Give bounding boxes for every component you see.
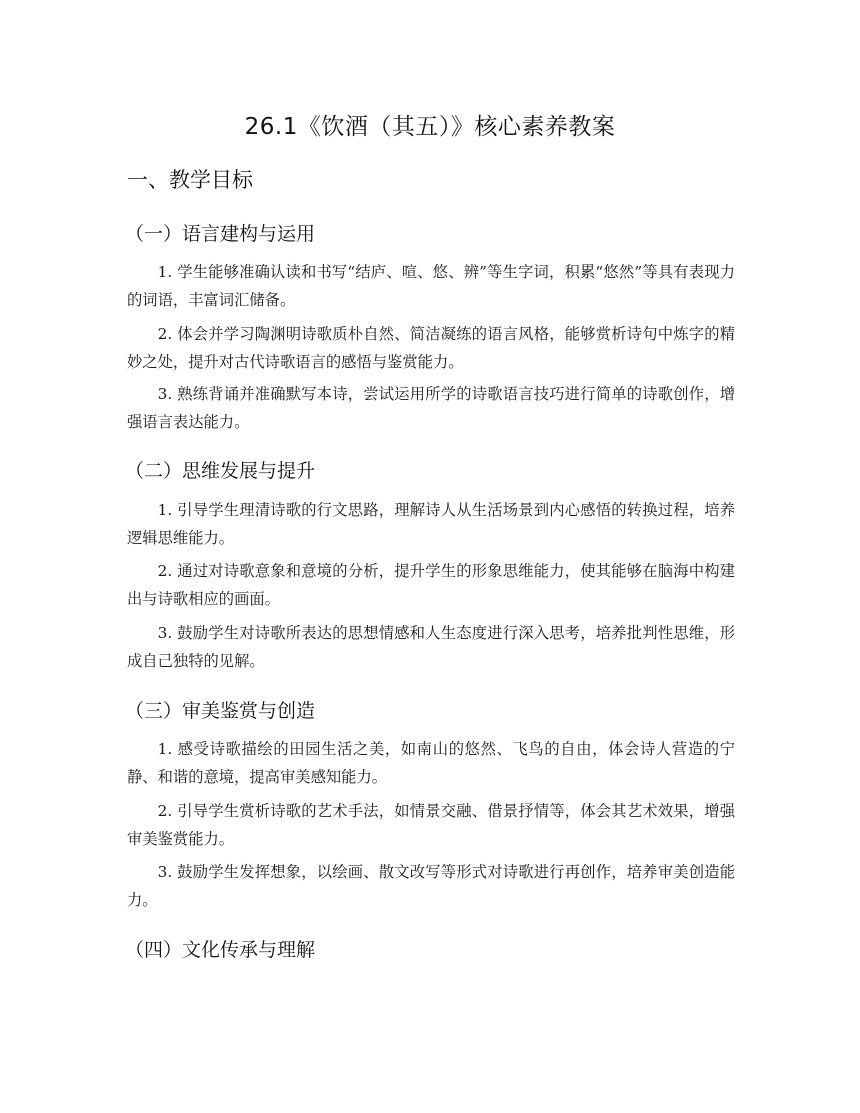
subsection-heading-aesthetics: （三）审美鉴赏与创造 <box>125 700 316 722</box>
section-heading-teaching-goals: 一、教学目标 <box>127 168 253 192</box>
subsection-heading-language: （一）语言建构与运用 <box>125 223 316 245</box>
paragraph: 3. 鼓励学生发挥想象，以绘画、散文改写等形式对诗歌进行再创作，培养审美创造能力。 <box>127 863 735 909</box>
subsection-heading-culture: （四）文化传承与理解 <box>125 939 316 961</box>
paragraph: 1. 感受诗歌描绘的田园生活之美，如南山的悠然、飞鸟的自由，体会诗人营造的宁静、和谐的意境，提高审美感知能力。 <box>127 740 735 786</box>
document-title: 26.1《饮酒（其五）》核心素养教案 <box>244 114 616 140</box>
subsection-heading-thinking: （二）思维发展与提升 <box>125 460 316 482</box>
paragraph: 1. 学生能够准确认读和书写“结庐、喧、悠、辨”等生字词，积累“悠然”等具有表现力的词语，丰富词汇储备。 <box>127 263 735 309</box>
paragraph: 2. 引导学生赏析诗歌的艺术手法，如情景交融、借景抒情等，体会其艺术效果，增强审美鉴赏能力。 <box>127 802 735 848</box>
paragraph: 3. 熟练背诵并准确默写本诗，尝试运用所学的诗歌语言技巧进行简单的诗歌创作，增强语言表达能力。 <box>127 385 735 431</box>
paragraph: 3. 鼓励学生对诗歌所表达的思想情感和人生态度进行深入思考，培养批判性思维，形成自己独特的见解。 <box>127 624 735 670</box>
paragraph: 1. 引导学生理清诗歌的行文思路，理解诗人从生活场景到内心感悟的转换过程，培养逻辑思维能力。 <box>127 501 735 547</box>
paragraph: 2. 通过对诗歌意象和意境的分析，提升学生的形象思维能力，使其能够在脑海中构建出与诗歌相应的画面。 <box>127 562 735 608</box>
paragraph: 2. 体会并学习陶渊明诗歌质朴自然、简洁凝练的语言风格，能够赏析诗句中炼字的精妙之处，提升对古代诗歌语言的感悟与鉴赏能力。 <box>127 325 735 371</box>
